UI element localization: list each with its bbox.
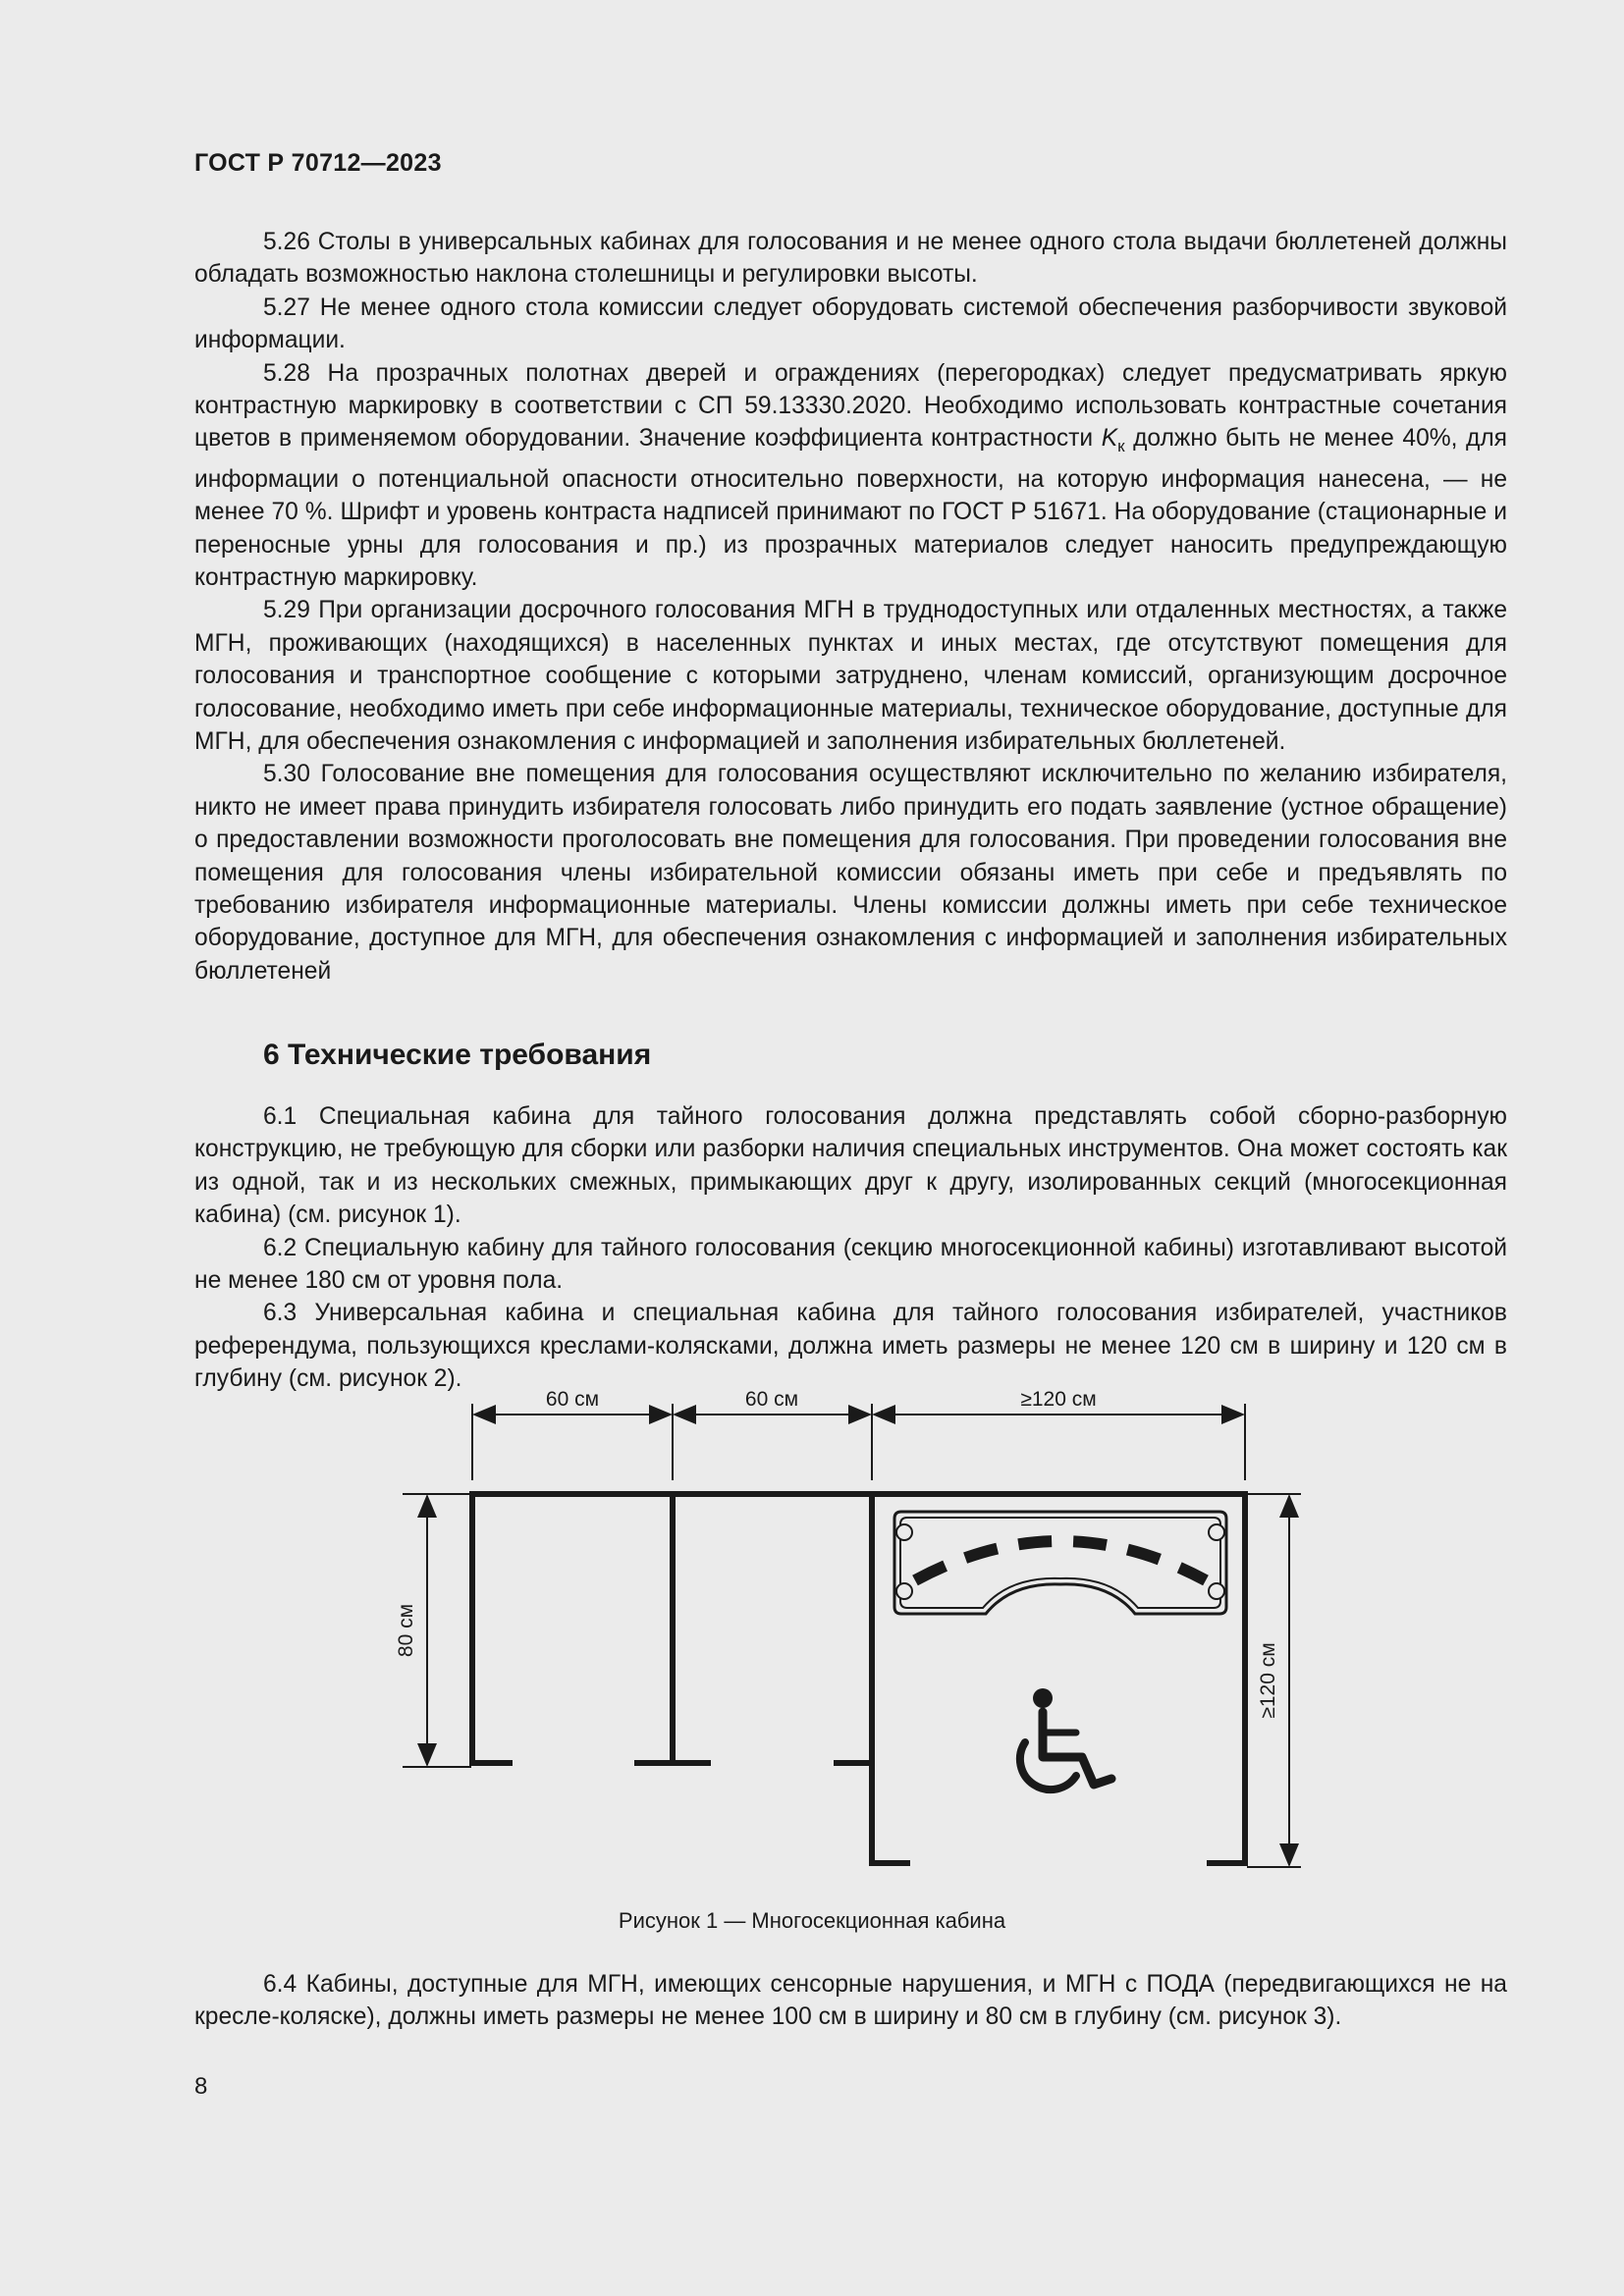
clause-6-2: 6.2 Специальную кабину для тайного голосования (секцию многосекционной кабины) изготавливают высотой не менее 180 см от уровня пола. — [194, 1234, 1507, 1295]
dimension-label-60cm-a: 60 см — [545, 1388, 600, 1411]
dimension-label-120cm-width: ≥120 см — [1020, 1388, 1097, 1411]
clause-5-30: 5.30 Голосование вне помещения для голосования осуществляют исключительно по желанию избирателя, никто не имеет права принудить избирателя голосовать либо принудить его подать заявление (устное обращение) о предоставлении возможности проголосовать вне помещения для голосования. При проведении голосования вне помещения для голосования члены избирательной комиссии обязаны иметь при себе и предъявлять по требованию избирателя информационные материалы. Члены комиссии должны иметь при себе техническое оборудование, доступное для МГН, для обеспечения ознакомления с информацией и заполнения избирательных бюллетеней — [194, 761, 1507, 985]
desk-bolts — [896, 1524, 1224, 1599]
dimension-label-60cm-b: 60 см — [744, 1388, 799, 1411]
dimension-label-120cm-depth: ≥120 см — [1257, 1642, 1279, 1719]
clause-6-1: 6.1 Специальная кабина для тайного голосования должна представлять собой сборно-разборную конструкцию, не требующую для сборки или разборки наличия специальных инструментов. Она может состоять как из одной, так и из нескольких смежных, примыкающих друг к другу, изолированных секций (многосекционная кабина) (см. рисунок 1). — [194, 1103, 1507, 1229]
voting-desk — [894, 1512, 1226, 1614]
document-header: ГОСТ Р 70712—2023 — [194, 149, 442, 177]
wheelchair-icon — [1020, 1688, 1111, 1789]
top-dimension-lines — [472, 1404, 1245, 1480]
clause-5-28-text-b: должно быть не менее 40%, для информации о потенциальной опасности относительно поверхности, на которую информация нанесена, — не менее 70 %. Шрифт и уровень контраста надписей принимают по ГОСТ Р 51671. На оборудование (стационарные и переносные урны для голосования и пр.) из прозрачных материалов следует наносить предупреждающую контрастную маркировку. — [194, 425, 1508, 591]
page-number: 8 — [194, 2073, 208, 2100]
contrast-coefficient-subscript: к — [1117, 437, 1125, 456]
booth-plan-diagram — [373, 1388, 1316, 1885]
contrast-coefficient-symbol: K — [1101, 425, 1118, 453]
dimension-label-80cm: 80 см — [395, 1603, 417, 1658]
desk-tilt-arc — [915, 1541, 1206, 1580]
clause-5-28-text-a: 5.28 На прозрачных полотнах дверей и ограждениях (перегородках) следует предусматривать яркую контрастную маркировку в соответствии с СП 59.13330.2020. Необходимо использовать контрастные сочетания цветов в применяемом оборудовании. Значение коэффициента контрастности — [194, 359, 1507, 453]
figure-1-caption: Рисунок 1 — Многосекционная кабина — [618, 1908, 1006, 1933]
clause-6-4: 6.4 Кабины, доступные для МГН, имеющих сенсорные нарушения, и МГН с ПОДА (передвигающихся не на кресле-коляске), должны иметь размеры не менее 100 см в ширину и 80 см в глубину (см. рисунок 3). — [194, 1971, 1507, 2031]
clause-5-26: 5.26 Столы в универсальных кабинах для голосования и не менее одного стола выдачи бюллетеней должны обладать возможностью наклона столешницы и регулировки высоты. — [194, 229, 1507, 289]
clause-group-5 — [194, 226, 1507, 988]
clause-5-29: 5.29 При организации досрочного голосования МГН в труднодоступных или отдаленных местностях, а также МГН, проживающих (находящихся) в населенных пунктах и иных местах, где отсутствуют помещения для голосования и транспортное сообщение с которыми затруднено, членам комиссий, организующим досрочное голосование, необходимо иметь при себе информационные материалы, техническое оборудование, доступные для МГН, для обеспечения ознакомления с информацией и заполнения избирательных бюллетеней. — [194, 597, 1507, 755]
section-heading: 6 Технические требования — [263, 1039, 652, 1071]
clause-group-6-continued — [194, 1968, 1507, 2034]
clause-5-27: 5.27 Не менее одного стола комиссии следует оборудовать системой обеспечения разборчивости звуковой информации. — [194, 294, 1507, 354]
clause-5-28 — [194, 357, 1507, 595]
figure-1-multisection-booth — [373, 1388, 1316, 1885]
clause-group-6 — [194, 1100, 1507, 1396]
clause-6-3: 6.3 Универсальная кабина и специальная кабина для тайного голосования избирателей, участников референдума, пользующихся креслами-колясками, должна иметь размеры не менее 120 см в ширину и 120 см в глубину (см. рисунок 2). — [194, 1300, 1507, 1393]
